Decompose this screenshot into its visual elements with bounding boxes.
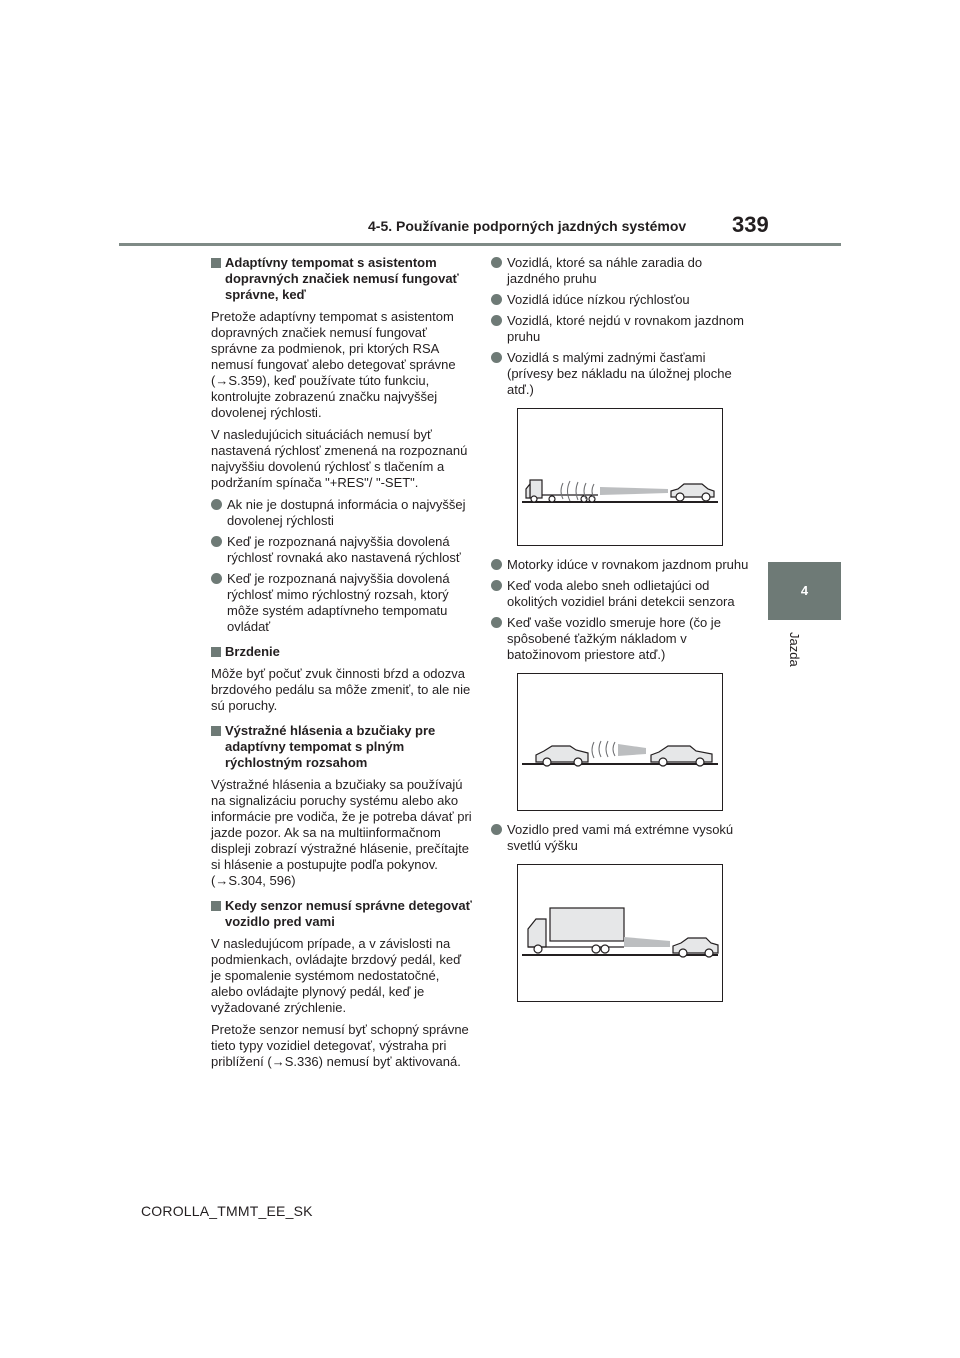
list-item: Keď voda alebo sneh odlietajúci od okolitých vozidiel bráni detekcii senzora [491, 578, 753, 610]
list-item: Keď vaše vozidlo smeruje hore (čo je spôsobené ťažkým nákladom v batožinovom priestore atď.) [491, 615, 753, 663]
circle-bullet-icon [491, 315, 502, 326]
page-number: 339 [732, 212, 769, 237]
square-bullet-icon [211, 258, 221, 268]
paragraph: V nasledujúcich situáciách nemusí byť nastavená rýchlosť zmenená na rozpoznanú najvyššiu dovolenú rýchlosť s tlačením a podržaním spínača "+RES"/ "-SET". [211, 427, 468, 490]
section-title: 4-5. Používanie podporných jazdných systémov [368, 218, 687, 234]
illustration-car-incline [517, 673, 723, 811]
paragraph: V nasledujúcom prípade, a v závislosti na podmienkach, ovládajte brzdový pedál, keď je spomalenie systémom nedostatočné, alebo ovládajte plynový pedál, keď je vyžadované zrýchlenie. [211, 936, 462, 1015]
list-item: Keď je rozpoznaná najvyššia dovolená rýchlosť mimo rýchlostný rozsah, ktorý môže systém adaptívneho tempomatu ovládať [211, 571, 473, 635]
illustration-truck [517, 864, 723, 1002]
paragraph: Pretože adaptívny tempomat s asistentom dopravných značiek nemusí fungovať správne za podmienok, pri ktorých RSA nemusí fungovať alebo detegovať správne (→S.359), keď používate túto funkciu, kontrolujte zobrazenú značku najvyššej dovolenej rýchlosti. [211, 309, 456, 420]
chapter-number: 4 [800, 583, 809, 598]
circle-bullet-icon [211, 536, 222, 547]
circle-bullet-icon [491, 257, 502, 268]
list-item: Vozidlá, ktoré sa náhle zaradia do jazdného pruhu [491, 255, 753, 287]
circle-bullet-icon [491, 559, 502, 570]
list-item: Keď je rozpoznaná najvyššia dovolená rýchlosť rovnaká ako nastavená rýchlosť [211, 534, 473, 566]
circle-bullet-icon [491, 352, 502, 363]
square-bullet-icon [211, 901, 221, 911]
list-item: Motorky idúce v rovnakom jazdnom pruhu [491, 557, 753, 573]
circle-bullet-icon [491, 617, 502, 628]
chapter-label: Jazda [787, 632, 802, 667]
heading-acc-rsa: Adaptívny tempomat s asistentom dopravných značiek nemusí fungovať správne, keď [211, 255, 473, 303]
list-item: Vozidlá, ktoré nejdú v rovnakom jazdnom pruhu [491, 313, 753, 345]
circle-bullet-icon [491, 824, 502, 835]
square-bullet-icon [211, 726, 221, 736]
circle-bullet-icon [491, 294, 502, 305]
heading-warnings: Výstražné hlásenia a bzučiaky pre adaptívny tempomat s plným rýchlostným rozsahom [211, 723, 473, 771]
paragraph: Výstražné hlásenia a bzučiaky sa používajú na signalizáciu poruchy systému alebo ako informácie pre vodiča, že je potreba dávať pri jazde pozor. Ak sa na multiinformačnom displeji zobrazí výstražné hlásenie, prečítajte si hlásenie a postupujte podľa pokynov. (→S.304, 596) [211, 777, 472, 888]
left-column [211, 255, 473, 1076]
circle-bullet-icon [211, 573, 222, 584]
circle-bullet-icon [211, 499, 222, 510]
paragraph: Pretože senzor nemusí byť schopný správne tieto typy vozidiel detegovať, výstraha pri priblížení (→S.336) nemusí byť aktivovaná. [211, 1022, 469, 1069]
paragraph: Môže byť počuť zvuk činnosti bŕzd a odozva brzdového pedálu sa môže zmeniť, to ale nie sú poruchy. [211, 666, 471, 713]
chapter-tab[interactable] [768, 562, 841, 620]
list-item: Vozidlo pred vami má extrémne vysokú svetlú výšku [491, 822, 753, 854]
right-column [491, 255, 753, 1013]
illustration-trailer [517, 408, 723, 546]
square-bullet-icon [211, 647, 221, 657]
list-item: Vozidlá idúce nízkou rýchlosťou [491, 292, 753, 308]
list-item: Ak nie je dostupná informácia o najvyššej dovolenej rýchlosti [211, 497, 473, 529]
heading-braking: Brzdenie [211, 644, 473, 660]
circle-bullet-icon [491, 580, 502, 591]
document-code: COROLLA_TMMT_EE_SK [141, 1203, 313, 1219]
list-item: Vozidlá s malými zadnými časťami (prívesy bez nákladu na úložnej ploche atď.) [491, 350, 753, 398]
heading-sensor-detection: Kedy senzor nemusí správne detegovať vozidlo pred vami [211, 898, 473, 930]
header-rule [119, 243, 841, 246]
